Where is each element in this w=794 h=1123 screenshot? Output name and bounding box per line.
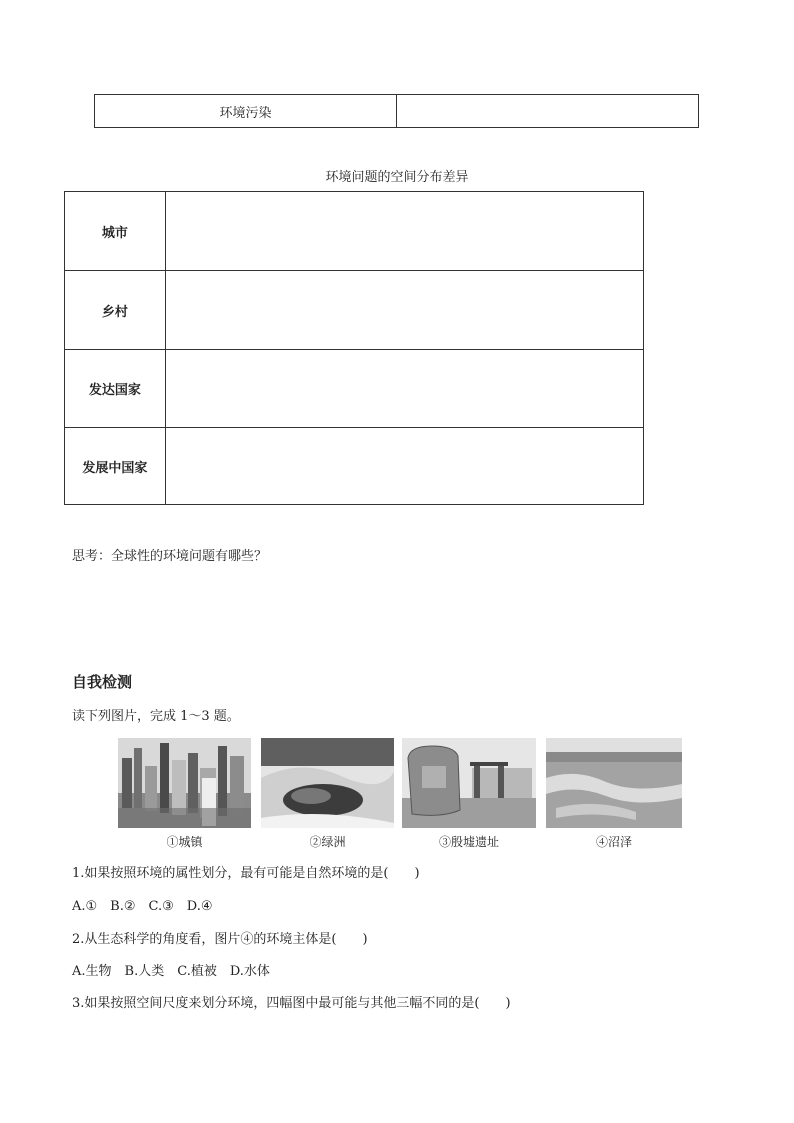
pollution-blank-cell [397, 95, 699, 128]
table-caption: 环境问题的空间分布差异 [325, 170, 469, 185]
row-label-city: 城市 [65, 192, 166, 271]
photo-caption-oasis: ②绿洲 [309, 835, 346, 849]
oasis-photo [261, 738, 394, 828]
row-content-developing [165, 428, 643, 505]
row-content-rural [165, 271, 643, 350]
ruins-photo [402, 738, 536, 828]
distribution-table [64, 191, 644, 505]
photo-caption-swamp: ④沼泽 [595, 835, 632, 849]
city-photo [118, 738, 251, 828]
row-content-city [165, 192, 643, 271]
section-title: 自我检测 [72, 673, 133, 691]
question-1: 1.如果按照环境的属性划分，最有可能是自然环境的是( ) [72, 866, 420, 881]
instruction-text: 读下列图片，完成 1～3 题。 [72, 709, 240, 724]
question-3: 3.如果按照空间尺度来划分环境，四幅图中最可能与其他三幅不同的是( ) [72, 996, 511, 1011]
pollution-table [94, 94, 699, 128]
swamp-photo [546, 738, 682, 828]
question-1-options: A.① B.② C.③ D.④ [72, 899, 213, 914]
row-label-developed: 发达国家 [65, 350, 166, 428]
question-2-options: A.生物 B.人类 C.植被 D.水体 [72, 964, 270, 979]
row-label-rural: 乡村 [65, 271, 166, 350]
row-content-developed [165, 350, 643, 428]
question-2: 2.从生态科学的角度看，图片④的环境主体是( ) [72, 932, 368, 947]
pollution-label-cell: 环境污染 [95, 95, 397, 128]
think-prompt: 思考：全球性的环境问题有哪些？ [72, 549, 268, 564]
photo-caption-ruins: ③殷墟遗址 [438, 835, 499, 849]
row-label-developing: 发展中国家 [65, 428, 166, 505]
photo-caption-city: ①城镇 [166, 835, 203, 849]
